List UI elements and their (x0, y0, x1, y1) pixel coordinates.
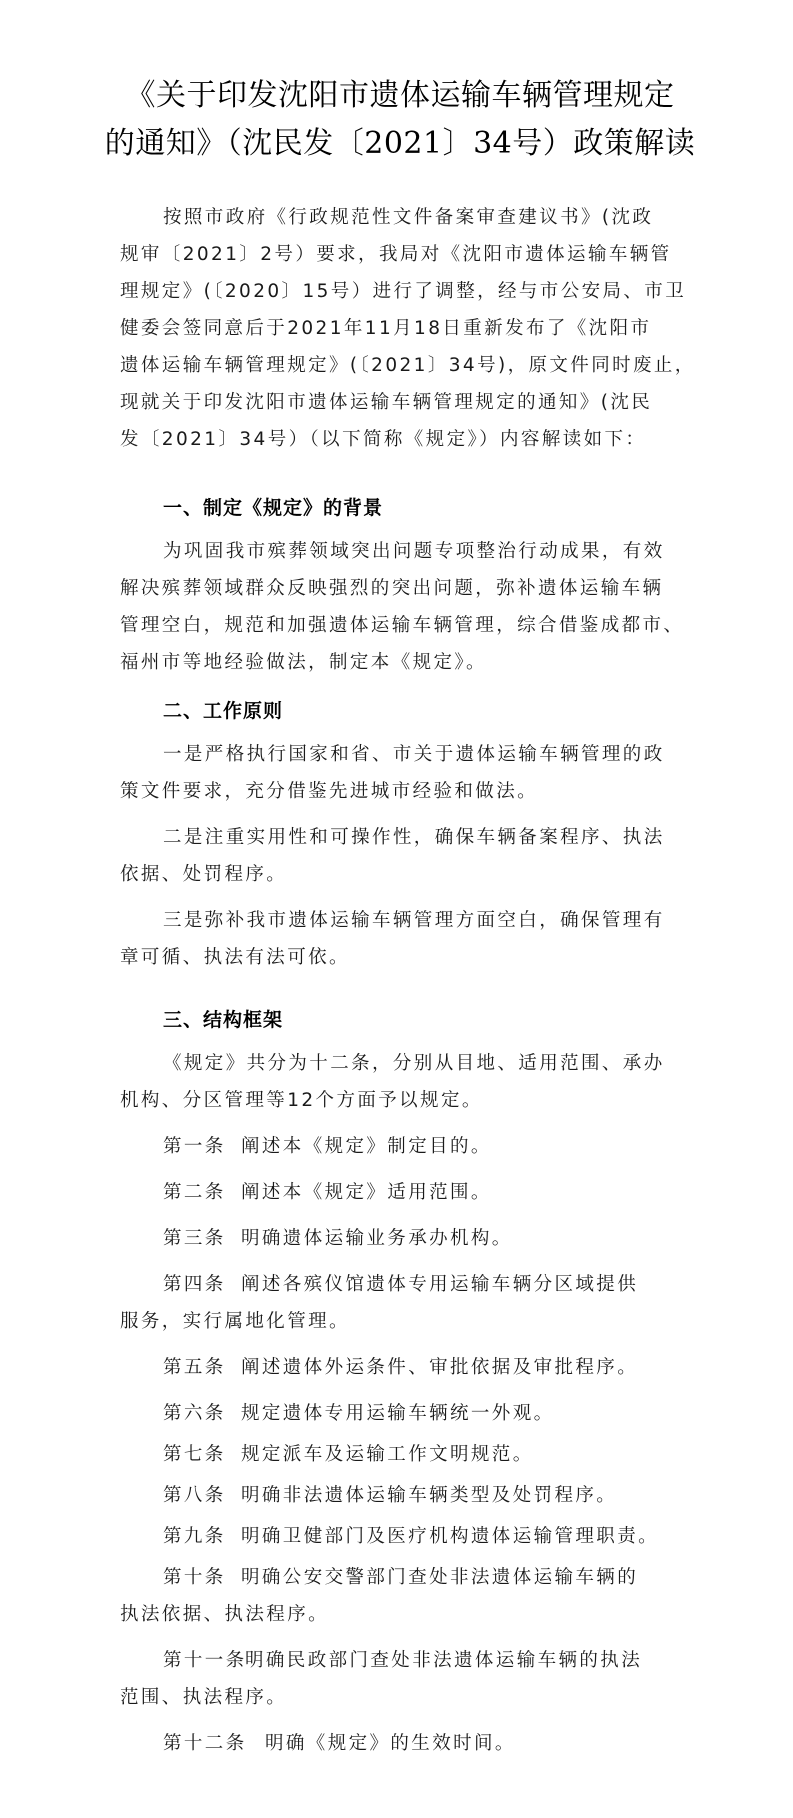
article-text: 明确卫健部门及医疗机构遗体运输管理职责。 (241, 1526, 660, 1547)
paragraph-line: 策文件要求，充分借鉴先进城市经验和做法。 (120, 781, 539, 802)
title-line-2: 的通知》（沈民发〔2021〕34号）政策解读 (104, 126, 696, 161)
article-text: 规定派车及运输工作文明规范。 (241, 1444, 534, 1465)
paragraph-line: 二是注重实用性和可操作性，确保车辆备案程序、执法 (163, 827, 665, 848)
intro-line: 遗体运输车辆管理规定》(〔2021〕34号)，原文件同时废止， (120, 355, 696, 376)
article-item (163, 1181, 675, 1205)
section-heading-structure: 三、结构框架 (163, 1009, 284, 1031)
article-item (163, 1402, 675, 1426)
article-item (163, 1649, 675, 1673)
article-item (163, 1227, 675, 1251)
article-text: 明确遗体运输业务承办机构。 (241, 1228, 513, 1249)
paragraph-line: 机构、分区管理等12个方面予以规定。 (120, 1090, 483, 1111)
article-number: 第二条 (163, 1182, 226, 1203)
article-item (163, 1135, 675, 1159)
article-number: 第三条 (163, 1228, 226, 1249)
document-title (100, 72, 700, 168)
article-item (163, 1525, 675, 1549)
article-text: 阐述各殡仪馆遗体专用运输车辆分区域提供 (241, 1274, 639, 1295)
article-item (163, 1484, 675, 1508)
paragraph-line: 《规定》共分为十二条，分别从目地、适用范围、承办 (163, 1053, 665, 1074)
article-text: 明确非法遗体运输车辆类型及处罚程序。 (241, 1485, 618, 1506)
article-number: 第十二条 (163, 1733, 247, 1754)
article-number: 第七条 (163, 1444, 226, 1465)
article-continuation: 执法依据、执法程序。 (120, 1604, 330, 1625)
section-heading-principles: 二、工作原则 (163, 700, 284, 722)
article-text: 明确《规定》的生效时间。 (265, 1733, 516, 1754)
paragraph-line: 管理空白，规范和加强遗体运输车辆管理，综合借鉴成都市、 (120, 615, 685, 636)
article-text: 明确公安交警部门查处非法遗体运输车辆的 (241, 1567, 639, 1588)
section-heading-background: 一、制定《规定》的背景 (163, 497, 384, 519)
article-number: 第六条 (163, 1403, 226, 1424)
paragraph-line: 福州市等地经验做法，制定本《规定》。 (120, 652, 487, 673)
article-number: 第九条 (163, 1526, 226, 1547)
title-line-1: 《关于印发沈阳市遗体运输车辆管理规定 (125, 78, 675, 113)
article-text: 阐述本《规定》适用范围。 (241, 1182, 492, 1203)
article-text: 阐述遗体外运条件、审批依据及审批程序。 (241, 1357, 639, 1378)
article-text: 明确民政部门查处非法遗体运输车辆的执法 (245, 1650, 643, 1671)
intro-line: 现就关于印发沈阳市遗体运输车辆管理规定的通知》(沈民 (120, 392, 653, 413)
paragraph-line: 章可循、执法有法可依。 (120, 947, 350, 968)
intro-line: 发〔2021〕34号）（以下简称《规定》）内容解读如下： (120, 429, 647, 450)
article-text: 规定遗体专用运输车辆统一外观。 (241, 1403, 555, 1424)
paragraph-line: 三是弥补我市遗体运输车辆管理方面空白，确保管理有 (163, 910, 665, 931)
article-item (163, 1443, 675, 1467)
intro-line: 规审〔2021〕2号）要求，我局对《沈阳市遗体运输车辆管 (120, 244, 672, 265)
article-item (163, 1273, 675, 1297)
article-item (163, 1356, 675, 1380)
article-item (163, 1732, 675, 1756)
article-number: 第四条 (163, 1274, 226, 1295)
article-number: 第八条 (163, 1485, 226, 1506)
paragraph-line: 一是严格执行国家和省、市关于遗体运输车辆管理的政 (163, 744, 665, 765)
intro-line: 按照市政府《行政规范性文件备案审查建议书》(沈政 (163, 207, 654, 228)
intro-line: 理规定》(〔2020〕15号）进行了调整，经与市公安局、市卫 (120, 281, 687, 302)
article-number: 第十一条 (163, 1650, 247, 1671)
article-text: 阐述本《规定》制定目的。 (241, 1136, 492, 1157)
article-continuation: 范围、执法程序。 (120, 1687, 288, 1708)
article-number: 第一条 (163, 1136, 226, 1157)
paragraph-line: 为巩固我市殡葬领域突出问题专项整治行动成果，有效 (163, 541, 665, 562)
article-number: 第五条 (163, 1357, 226, 1378)
paragraph-line: 解决殡葬领域群众反映强烈的突出问题，弥补遗体运输车辆 (120, 578, 664, 599)
article-continuation: 服务，实行属地化管理。 (120, 1311, 350, 1332)
article-number: 第十条 (163, 1567, 226, 1588)
paragraph-line: 依据、处罚程序。 (120, 864, 288, 885)
article-item (163, 1566, 675, 1590)
intro-line: 健委会签同意后于2021年11月18日重新发布了《沈阳市 (120, 318, 652, 339)
